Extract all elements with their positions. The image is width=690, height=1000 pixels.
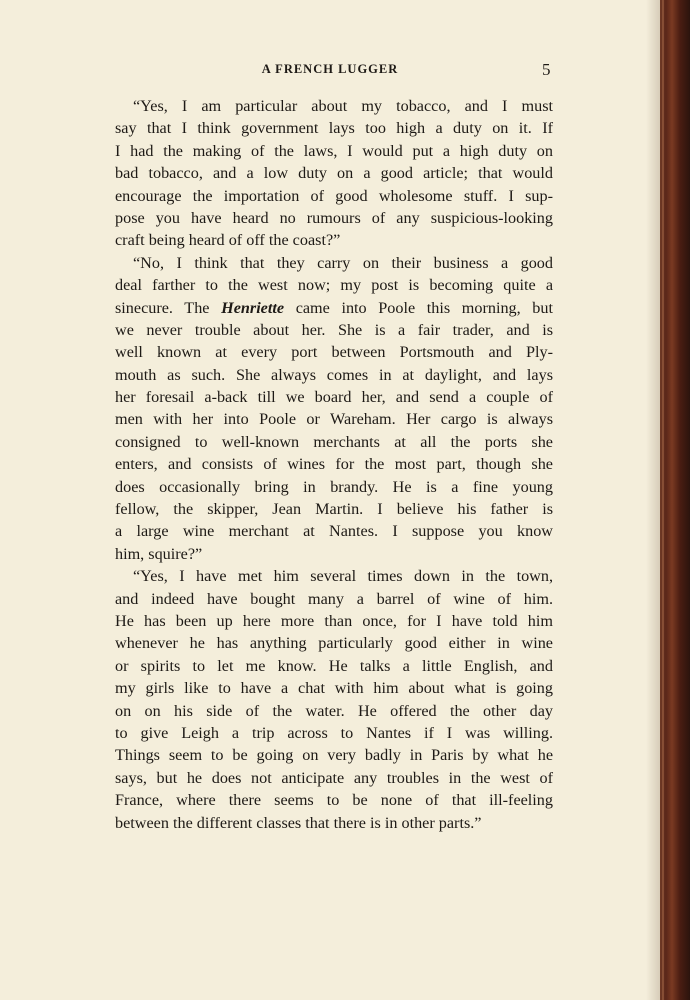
text-line: enters, and consists of wines for the most part, though she bbox=[115, 455, 553, 474]
text-run: came into Poole this morning, but bbox=[284, 298, 553, 317]
text-line: on on his side of the water. He offered the other day bbox=[115, 701, 553, 720]
text-line: deal farther to the west now; my post is becoming quite a bbox=[115, 276, 553, 295]
text-line: say that I think government lays too high a duty on it. If bbox=[115, 119, 553, 138]
book-cover-edge bbox=[660, 0, 690, 1000]
text-line: or spirits to let me know. He talks a little English, and bbox=[115, 656, 553, 675]
text-line: between the different classes that there is in other parts.” bbox=[115, 813, 482, 832]
text-line: my girls like to have a chat with him about what is going bbox=[115, 679, 553, 698]
text-line: France, where there seems to be none of that ill-feeling bbox=[115, 791, 553, 810]
text-line: bad tobacco, and a low duty on a good article; that would bbox=[115, 164, 553, 183]
page-gutter-shadow bbox=[646, 0, 660, 1000]
text-line: “Yes, I am particular about my tobacco, and I must bbox=[133, 97, 553, 115]
text-line: consigned to well-known merchants at all the ports she bbox=[115, 432, 553, 451]
text-line: and indeed have bought many a barrel of wine of him. bbox=[115, 589, 553, 608]
text-line: He has been up here more than once, for I have told him bbox=[115, 611, 553, 630]
text-line: we never trouble about her. She is a fair trader, and is bbox=[115, 320, 553, 339]
text-line: a large wine merchant at Nantes. I suppose you know bbox=[115, 522, 553, 541]
text-line: whenever he has anything particularly good either in wine bbox=[115, 634, 553, 653]
text-line: Things seem to be going on very badly in Paris by what he bbox=[115, 746, 553, 765]
text-line: says, but he does not anticipate any troubles in the west of bbox=[115, 768, 553, 787]
text-line: encourage the importation of good wholesome stuff. I sup- bbox=[115, 186, 553, 205]
running-title: A FRENCH LUGGER bbox=[261, 62, 399, 76]
text-line: “Yes, I have met him several times down in the town, bbox=[133, 567, 553, 586]
text-line: fellow, the skipper, Jean Martin. I believe his father is bbox=[115, 500, 553, 519]
text-line: I had the making of the laws, I would put a high duty on bbox=[115, 141, 553, 160]
text-line: “No, I think that they carry on their business a good bbox=[133, 253, 553, 272]
page-number: 5 bbox=[542, 60, 551, 79]
text-line: craft being heard of off the coast?” bbox=[115, 231, 341, 250]
ship-name: Henriette bbox=[221, 298, 285, 317]
text-run: sinecure. The bbox=[115, 298, 222, 317]
text-line: him, squire?” bbox=[115, 544, 203, 563]
text-line: pose you have heard no rumours of any suspicious-looking bbox=[115, 208, 553, 227]
text-line: does occasionally bring in brandy. He is a fine young bbox=[115, 477, 553, 496]
text-line: to give Leigh a trip across to Nantes if I was willing. bbox=[115, 723, 553, 742]
text-line: well known at every port between Portsmouth and Ply- bbox=[115, 343, 553, 362]
text-line: her foresail a-back till we board her, and send a couple of bbox=[115, 388, 553, 407]
running-head bbox=[0, 60, 660, 82]
text-line-with-ship-name bbox=[115, 297, 553, 319]
text-line: mouth as such. She always comes in at daylight, and lays bbox=[115, 365, 553, 384]
body-text bbox=[115, 95, 553, 834]
text-line: men with her into Poole or Wareham. Her cargo is always bbox=[115, 410, 553, 429]
